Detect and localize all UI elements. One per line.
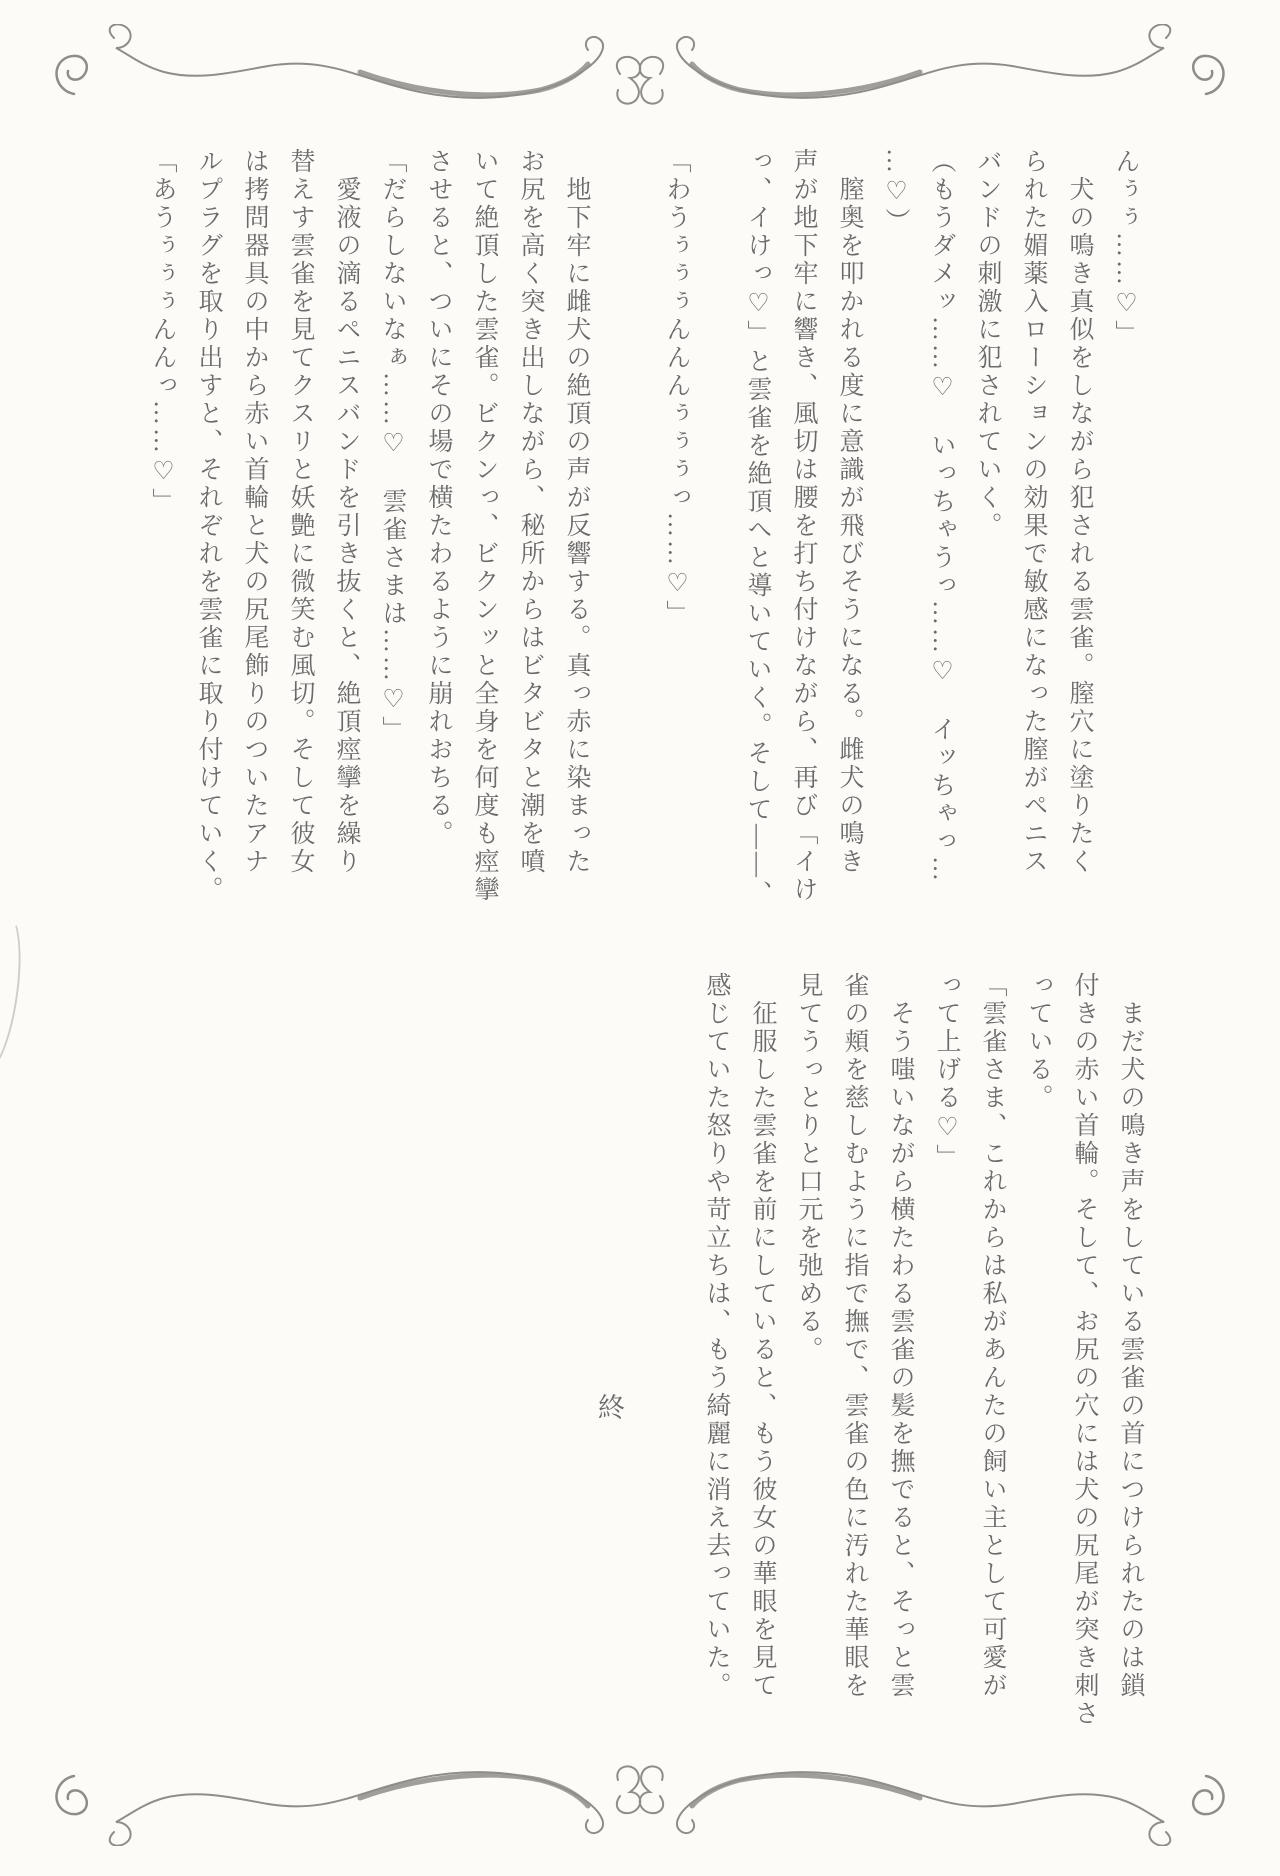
text-column: （もうダメッ……♡ いっちゃうっ……♡ イッちゃっ…	[928, 148, 955, 884]
text-column: 雀の頬を慈しむように指で撫で、雲雀の色に汚れた華眼を	[841, 972, 868, 1700]
text-column: まだ犬の鳴き声をしている雲雀の首につけられたのは鎖	[1117, 972, 1144, 1700]
text-column: 「わうぅぅぅんんんぅぅぅっ……♡」	[663, 148, 690, 628]
text-column: お尻を高く突き出しながら、秘所からはビタビタと潮を噴	[517, 148, 544, 876]
text-column: って上げる♡」	[933, 972, 960, 1172]
text-column: 愛液の滴るペニスバンドを引き抜くと、絶頂痙攣を繰り	[333, 148, 360, 876]
text-column: ルプラグを取り出すと、それぞれを雲雀に取り付けていく。	[195, 148, 222, 904]
text-column: …♡）	[882, 148, 909, 236]
text-column: 犬の鳴き真似をしながら犯される雲雀。膣穴に塗りたく	[1066, 148, 1093, 876]
text-column: っ、イけっ♡」と雲雀を絶頂へと導いていく。そして――、	[744, 148, 771, 908]
text-column: 替えす雲雀を見てクスリと妖艶に微笑む風切。そして彼女	[287, 148, 314, 876]
text-column: 見てうっとりと口元を弛める。	[795, 972, 822, 1364]
text-column: 地下牢に雌犬の絶頂の声が反響する。真っ赤に染まった	[563, 148, 590, 876]
text-column: は拷問器具の中から赤い首輪と犬の尻尾飾りのついたアナ	[241, 148, 268, 876]
text-column: んぅぅ……♡」	[1112, 148, 1139, 348]
vertical-text-block-upper	[139, 148, 1148, 934]
text-column: させると、ついにその場で横たわるように崩れおちる。	[425, 148, 452, 848]
vertical-text-block-lower	[693, 972, 1153, 1758]
text-column: そう嗤いながら横たわる雲雀の髪を撫でると、そっと雲	[887, 972, 914, 1700]
text-column: バンドの刺激に犯されていく。	[974, 148, 1001, 540]
text-column: 「雲雀さま、これからは私があんたの飼い主として可愛が	[979, 972, 1006, 1700]
flourish-divider-bottom-icon	[28, 1762, 1252, 1846]
page-edge-scan-artifact	[0, 910, 29, 1077]
text-column: 感じていた怒りや苛立ちは、もう綺麗に消え去っていた。	[703, 972, 730, 1700]
text-column: 声が地下牢に響き、風切は腰を打ち付けながら、再び「イけ	[790, 148, 817, 904]
text-column: られた媚薬入ローションの効果で敏感になった膣がペニス	[1020, 148, 1047, 876]
text-column: 征服した雲雀を前にしていると、もう彼女の華眼を見て	[749, 972, 776, 1700]
flourish-divider-top-icon	[28, 24, 1252, 108]
end-mark: 終	[598, 1393, 627, 1423]
text-column: 「あうぅぅぅんんっ……♡」	[149, 148, 176, 516]
text-column: っている。	[1025, 972, 1052, 1112]
text-column: いて絶頂した雲雀。ビクンっ、ビクンッと全身を何度も痙攣	[471, 148, 498, 904]
text-column: 膣奥を叩かれる度に意識が飛びそうになる。雌犬の鳴き	[836, 148, 863, 876]
text-column: 「だらしないなぁ……♡ 雲雀さまは……♡」	[379, 148, 406, 744]
text-column: 付きの赤い首輪。そして、お尻の穴には犬の尻尾が突き刺さ	[1071, 972, 1098, 1728]
